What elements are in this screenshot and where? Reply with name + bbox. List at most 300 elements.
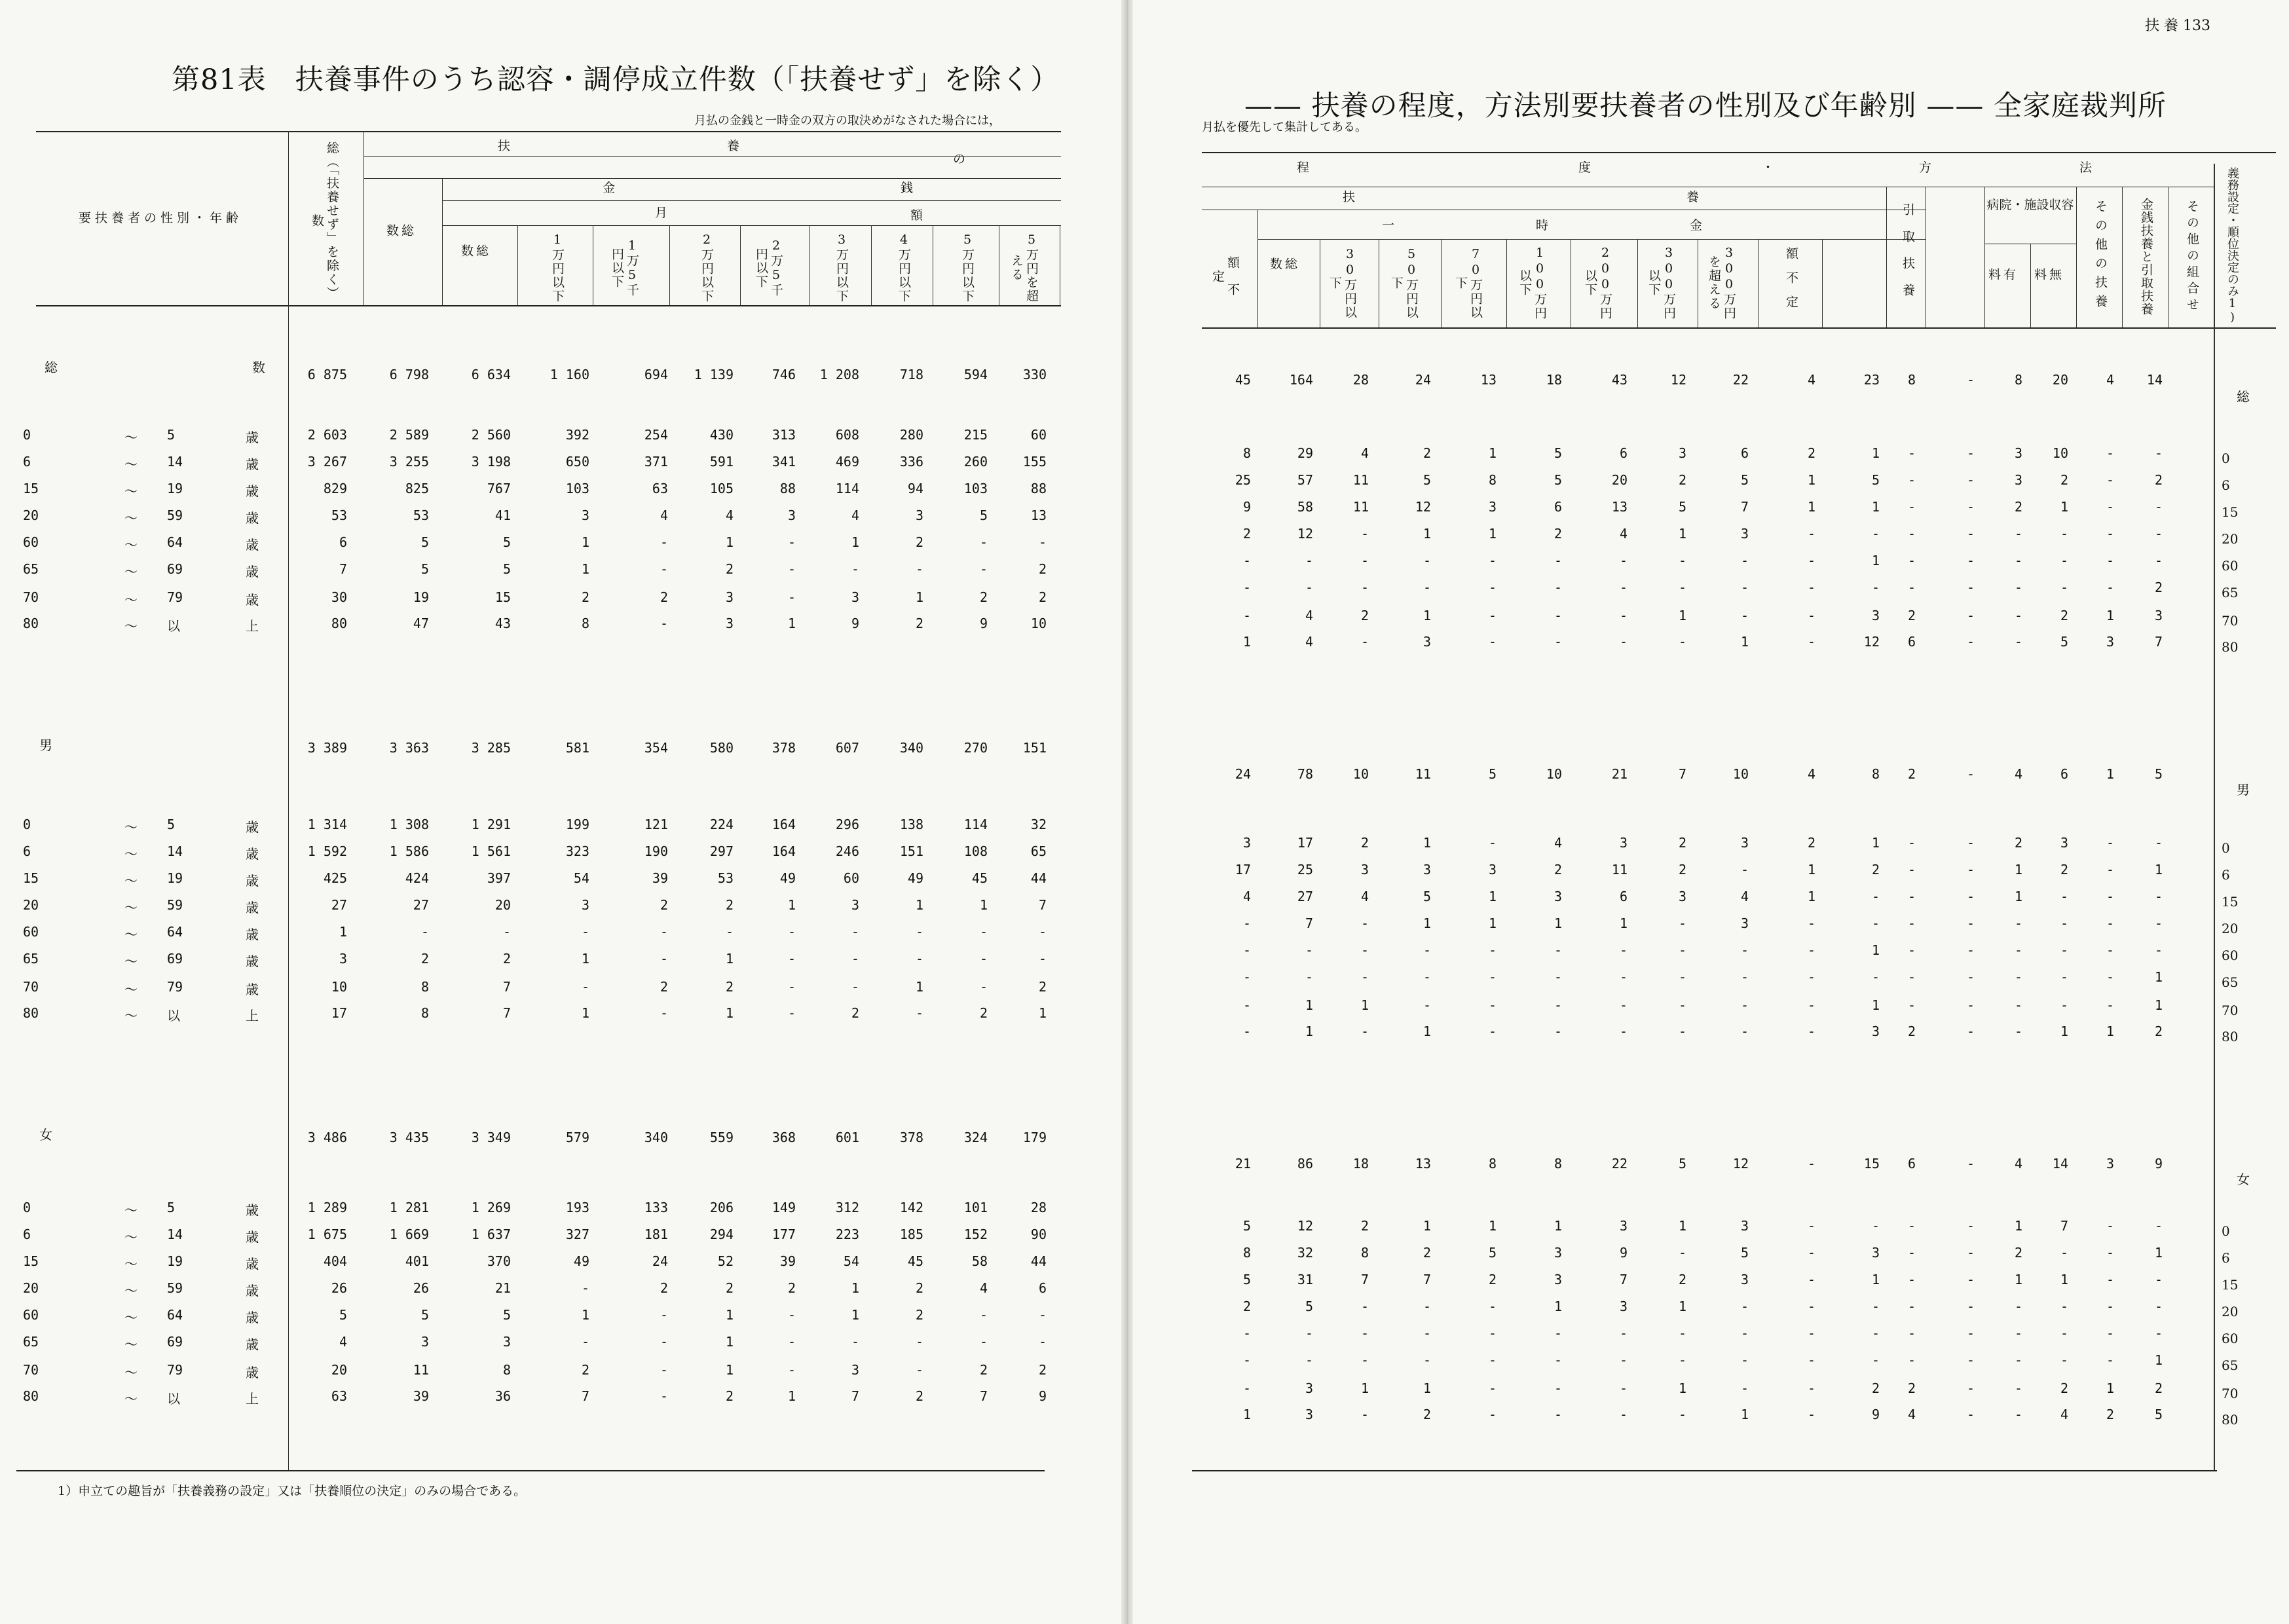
table-cell: - [1360, 526, 1369, 542]
age-from: 60 [23, 534, 39, 550]
table-cell: 1 [581, 534, 589, 550]
table-cell: 330 [1022, 367, 1047, 382]
table-cell: 650 [565, 454, 589, 470]
table-cell: - [1038, 1334, 1047, 1350]
table-cell: - [1871, 580, 1880, 595]
table-cell: 3 285 [471, 740, 511, 756]
table-cell: 28 [1352, 372, 1369, 388]
row-tag: 65 [2222, 585, 2239, 600]
table-cell: - [1360, 1024, 1369, 1039]
table-cell: 2 [2106, 1407, 2114, 1422]
table-cell: - [1807, 608, 1815, 623]
table-cell: 27 [331, 897, 347, 913]
table-cell: - [2154, 942, 2163, 958]
table-cell: 39 [413, 1388, 429, 1404]
table-cell: - [979, 951, 988, 967]
table-cell: 7 [1038, 897, 1047, 913]
age-unit: 歳 [246, 1310, 259, 1325]
table-cell: 2 [2060, 608, 2068, 623]
table-cell: 5 [1740, 1245, 1749, 1261]
table-cell: 22 [1732, 372, 1749, 388]
table-cell: - [1488, 942, 1497, 958]
table-cell: 49 [779, 870, 796, 886]
table-cell: 1 [2106, 608, 2114, 623]
table-cell: - [2014, 580, 2022, 595]
table-cell: 12 [1863, 634, 1880, 650]
age-tilde: ～ [124, 1337, 138, 1352]
age-from: 6 [23, 454, 31, 470]
table-cell: 2 [1871, 1380, 1880, 1396]
table-cell: 1 [2154, 997, 2163, 1013]
table-cell: 1 [1242, 1407, 1251, 1422]
table-cell: 694 [644, 367, 668, 382]
table-cell: 30 [331, 589, 347, 605]
table-cell: - [1871, 889, 1880, 904]
table-cell: - [1966, 835, 1975, 851]
table-cell: 2 [1871, 862, 1880, 877]
table-cell: - [1423, 553, 1431, 568]
table-cell: 26 [331, 1280, 347, 1296]
table-cell: - [2106, 499, 2114, 515]
age-unit: 歳 [246, 1202, 259, 1218]
age-to: 以 [167, 1391, 180, 1407]
age-tilde: ～ [124, 1008, 138, 1024]
age-to: 59 [167, 897, 183, 913]
table-cell: - [1619, 1352, 1628, 1368]
table-cell: 1 [1871, 553, 1880, 568]
table-cell: 2 603 [307, 427, 347, 443]
age-tilde: ～ [124, 1391, 138, 1407]
row-tag: 60 [2222, 558, 2239, 574]
table-cell: 280 [899, 427, 923, 443]
table-cell: 224 [709, 817, 734, 832]
table-cell: 2 [1242, 1299, 1251, 1314]
table-cell: 5 [1305, 1299, 1313, 1314]
table-cell: - [1619, 1407, 1628, 1422]
table-cell: - [1871, 1299, 1880, 1314]
table-cell: - [1423, 580, 1431, 595]
table-cell: - [1242, 915, 1251, 931]
table-cell: - [1360, 1325, 1369, 1341]
table-cell: - [1966, 1245, 1975, 1261]
table-cell: 6 798 [389, 367, 429, 382]
table-cell: 105 [709, 481, 734, 496]
table-cell: - [2060, 1299, 2068, 1314]
table-cell: 181 [644, 1227, 668, 1242]
table-cell: 8 [1488, 472, 1497, 488]
table-cell: - [1966, 969, 1975, 985]
table-cell: 5 [1242, 1272, 1251, 1287]
table-cell: - [1907, 1299, 1916, 1314]
table-cell: - [1966, 608, 1975, 623]
age-to: 19 [167, 481, 183, 496]
table-cell: - [1907, 889, 1916, 904]
table-cell: 3 435 [389, 1130, 429, 1145]
table-cell: 21 [1611, 766, 1628, 782]
table-cell: 88 [779, 481, 796, 496]
table-cell: 401 [405, 1253, 429, 1269]
table-cell: 1 [915, 589, 923, 605]
row-tag: 女 [2237, 1172, 2250, 1187]
header-byouin: 病院・施設収容 [1986, 198, 2074, 212]
table-cell: 368 [772, 1130, 796, 1145]
table-cell: - [1966, 1380, 1975, 1396]
table-cell: - [1619, 942, 1628, 958]
table-cell: 370 [487, 1253, 511, 1269]
age-tilde: ～ [124, 618, 138, 634]
table-cell: 13 [1415, 1156, 1431, 1172]
table-cell: 14 [2146, 372, 2163, 388]
table-cell: 39 [652, 870, 668, 886]
table-cell: 1 [2014, 1218, 2022, 1234]
table-cell: 80 [331, 616, 347, 631]
age-to: 79 [167, 979, 183, 995]
table-cell: 2 560 [471, 427, 511, 443]
table-cell: - [2154, 1218, 2163, 1234]
table-cell: 2 [725, 897, 734, 913]
table-cell: 4 [2014, 766, 2022, 782]
table-cell: 1 [1871, 835, 1880, 851]
table-cell: - [1807, 580, 1815, 595]
table-cell: 8 [1242, 1245, 1251, 1261]
table-cell: 44 [1030, 1253, 1047, 1269]
table-cell: 88 [1030, 481, 1047, 496]
table-cell: 19 [413, 589, 429, 605]
table-cell: 2 [1807, 445, 1815, 461]
table-cell: 151 [1022, 740, 1047, 756]
age-tilde: ～ [124, 592, 138, 608]
age-unit: 歳 [246, 430, 259, 445]
table-cell: 3 [1740, 526, 1749, 542]
table-cell: 4 [1305, 634, 1313, 650]
table-cell: 2 [725, 979, 734, 995]
table-cell: 1 [1242, 634, 1251, 650]
group-label: 女 [39, 1127, 52, 1143]
table-cell: 3 [1678, 889, 1686, 904]
table-cell: 2 [725, 1388, 734, 1404]
table-cell: - [660, 1307, 668, 1323]
row-tag: 6 [2222, 1250, 2230, 1266]
table-cell: 3 [915, 507, 923, 523]
age-tilde: ～ [124, 982, 138, 997]
table-cell: 1 [1423, 915, 1431, 931]
table-cell: 5 [420, 1307, 429, 1323]
table-cell: 2 [1423, 1407, 1431, 1422]
row-tag: 0 [2222, 840, 2230, 856]
table-cell: - [1488, 835, 1497, 851]
table-cell: 371 [644, 454, 668, 470]
row-tag: 70 [2222, 613, 2239, 629]
table-cell: 2 [1038, 589, 1047, 605]
table-cell: - [1554, 1024, 1562, 1039]
table-cell: - [1907, 1325, 1916, 1341]
age-unit: 上 [246, 618, 259, 634]
table-cell: 58 [1297, 499, 1313, 515]
table-cell: 1 [581, 1005, 589, 1021]
table-cell: - [1305, 553, 1313, 568]
table-cell: - [1871, 526, 1880, 542]
table-cell: 8 [1360, 1245, 1369, 1261]
table-cell: 1 [2014, 1272, 2022, 1287]
table-cell: 2 [1488, 1272, 1497, 1287]
table-cell: - [2014, 1407, 2022, 1422]
table-cell: 1 [1305, 997, 1313, 1013]
age-unit: 歳 [246, 1283, 259, 1299]
table-cell: - [1871, 1218, 1880, 1234]
table-cell: - [851, 1334, 859, 1350]
table-cell: 193 [565, 1200, 589, 1215]
table-cell: 6 [1554, 499, 1562, 515]
table-bottom-rule [16, 1470, 1045, 1471]
table-cell: - [1966, 997, 1975, 1013]
age-from: 6 [23, 1227, 31, 1242]
table-cell: 5 [1678, 499, 1686, 515]
table-cell: 2 [979, 1362, 988, 1378]
table-cell: 2 [1807, 835, 1815, 851]
table-cell: 24 [652, 1253, 668, 1269]
row-tag: 80 [2222, 1029, 2239, 1044]
table-cell: 6 [1038, 1280, 1047, 1296]
table-cell: - [1488, 1325, 1497, 1341]
table-cell: 1 [1807, 889, 1815, 904]
age-tilde: ～ [124, 1365, 138, 1380]
table-cell: 20 [2052, 372, 2068, 388]
table-cell: 2 [915, 1280, 923, 1296]
table-cell: 3 [2106, 634, 2114, 650]
row-label-header: 要扶養者の性別・年齢 [78, 211, 242, 225]
table-cell: 3 [1305, 1407, 1313, 1422]
table-cell: 7 [339, 561, 347, 577]
table-cell: 5 [2154, 1407, 2163, 1422]
age-from: 15 [23, 481, 39, 496]
table-cell: 10 [1732, 766, 1749, 782]
table-cell: 177 [772, 1227, 796, 1242]
age-unit: 歳 [246, 483, 259, 499]
table-cell: 1 [1740, 1407, 1749, 1422]
table-cell: 1 592 [307, 843, 347, 859]
row-tag: 80 [2222, 1412, 2239, 1428]
table-cell: - [1966, 553, 1975, 568]
group-label: 男 [39, 737, 52, 753]
table-cell: 1 [1488, 445, 1497, 461]
table-cell: 3 [1619, 835, 1628, 851]
table-cell: - [420, 924, 429, 940]
table-cell: 22 [1611, 1156, 1628, 1172]
table-cell: 1 [1038, 1005, 1047, 1021]
table-cell: - [1807, 942, 1815, 958]
table-cell: 3 [1619, 1299, 1628, 1314]
table-cell: 45 [971, 870, 988, 886]
header-gimu: 義務設定・順位決定のみ1) [2225, 167, 2239, 324]
table-cell: 3 [1554, 889, 1562, 904]
table-cell: 23 [1863, 372, 1880, 388]
table-cell: - [1907, 969, 1916, 985]
table-cell: - [1966, 862, 1975, 877]
table-cell: - [1678, 1024, 1686, 1039]
table-cell: 2 [2060, 472, 2068, 488]
table-cell: 341 [772, 454, 796, 470]
table-cell: 3 363 [389, 740, 429, 756]
table-cell: 103 [565, 481, 589, 496]
table-cell: 17 [1297, 835, 1313, 851]
table-cell: 1 [1871, 1272, 1880, 1287]
table-cell: - [787, 589, 796, 605]
table-cell: 133 [644, 1200, 668, 1215]
table-cell: - [1966, 889, 1975, 904]
table-cell: - [1678, 915, 1686, 931]
table-cell: - [1554, 942, 1562, 958]
age-to: 59 [167, 1280, 183, 1296]
table-cell: 1 [1423, 608, 1431, 623]
table-cell: - [1423, 1352, 1431, 1368]
table-cell: 1 281 [389, 1200, 429, 1215]
age-unit: 歳 [246, 953, 259, 969]
age-to: 5 [167, 817, 176, 832]
table-cell: - [1966, 445, 1975, 461]
table-cell: - [1966, 766, 1975, 782]
table-cell: 825 [405, 481, 429, 496]
table-cell: 601 [835, 1130, 859, 1145]
table-cell: 1 308 [389, 817, 429, 832]
table-cell: 6 [1740, 445, 1749, 461]
table-cell: 5 [1242, 1218, 1251, 1234]
age-unit: 歳 [246, 819, 259, 835]
table-cell: 1 [1423, 1380, 1431, 1396]
table-cell: 2 [1907, 1024, 1916, 1039]
table-cell: 559 [709, 1130, 734, 1145]
table-title: 第81表 扶養事件のうち認容・調停成立件数（「扶養せず」を除く） [172, 64, 1060, 96]
table-cell: 3 [1423, 634, 1431, 650]
table-cell: 1 [2106, 1024, 2114, 1039]
table-cell: - [581, 1334, 589, 1350]
age-from: 20 [23, 897, 39, 913]
age-tilde: ～ [124, 953, 138, 969]
table-cell: 1 [1488, 889, 1497, 904]
table-cell: 7 [2154, 634, 2163, 650]
table-cell: - [1242, 580, 1251, 595]
table-cell: 206 [709, 1200, 734, 1215]
table-cell: - [2014, 1380, 2022, 1396]
table-cell: 57 [1297, 472, 1313, 488]
table-cell: - [1740, 580, 1749, 595]
table-cell: 1 [1488, 526, 1497, 542]
table-cell: 425 [323, 870, 347, 886]
table-cell: 4 [1807, 766, 1815, 782]
table-cell: - [2014, 608, 2022, 623]
table-cell: - [979, 979, 988, 995]
table-cell: - [1360, 580, 1369, 595]
table-cell: - [1678, 969, 1686, 985]
table-cell: - [1871, 969, 1880, 985]
table-cell: - [2154, 889, 2163, 904]
table-cell: 11 [1415, 766, 1431, 782]
table-cell: 32 [1297, 1245, 1313, 1261]
table-cell: - [1619, 608, 1628, 623]
table-cell: - [915, 1362, 923, 1378]
table-cell: 1 [2154, 969, 2163, 985]
table-cell: 60 [1030, 427, 1047, 443]
table-cell: - [2014, 1024, 2022, 1039]
age-tilde: ～ [124, 456, 138, 472]
table-cell: 58 [971, 1253, 988, 1269]
age-from: 70 [23, 979, 39, 995]
table-cell: - [1740, 1024, 1749, 1039]
table-cell: 53 [331, 507, 347, 523]
table-cell: 7 [502, 979, 511, 995]
age-from: 0 [23, 1200, 31, 1215]
table-cell: 2 [420, 951, 429, 967]
age-from: 20 [23, 1280, 39, 1296]
table-cell: - [1488, 1407, 1497, 1422]
table-cell: - [851, 561, 859, 577]
table-cell: - [1907, 862, 1916, 877]
table-cell: - [1740, 608, 1749, 623]
table-cell: 7 [502, 1005, 511, 1021]
table-cell: 1 [1807, 472, 1815, 488]
table-cell: 3 [787, 507, 796, 523]
table-cell: - [1807, 553, 1815, 568]
table-cell: 7 [1360, 1272, 1369, 1287]
table-cell: 3 [851, 897, 859, 913]
table-cell: 3 [1740, 835, 1749, 851]
table-cell: 1 291 [471, 817, 511, 832]
table-cell: 3 [1488, 862, 1497, 877]
table-cell: 5 [1871, 472, 1880, 488]
table-cell: 2 [1038, 1362, 1047, 1378]
table-cell: - [2106, 997, 2114, 1013]
table-cell: - [2014, 969, 2022, 985]
table-cell: 8 [1871, 766, 1880, 782]
table-cell: 1 [725, 1307, 734, 1323]
table-cell: 6 [1619, 889, 1628, 904]
table-cell: - [2106, 580, 2114, 595]
table-cell: - [915, 1005, 923, 1021]
table-cell: - [2106, 915, 2114, 931]
age-tilde: ～ [124, 1310, 138, 1325]
row-tag: 70 [2222, 1003, 2239, 1018]
age-tilde: ～ [124, 846, 138, 862]
table-cell: 3 [2060, 835, 2068, 851]
table-cell: 2 [1554, 526, 1562, 542]
table-cell: - [1740, 862, 1749, 877]
table-cell: 20 [1611, 472, 1628, 488]
table-cell: 6 [1619, 445, 1628, 461]
table-cell: - [1807, 1380, 1815, 1396]
table-cell: - [1807, 1352, 1815, 1368]
table-cell: - [1807, 1024, 1815, 1039]
table-cell: - [502, 924, 511, 940]
table-cell: - [1907, 445, 1916, 461]
table-cell: 152 [963, 1227, 988, 1242]
table-cell: - [1907, 553, 1916, 568]
age-to: 以 [167, 618, 180, 634]
table-cell: - [1423, 942, 1431, 958]
table-cell: 138 [899, 817, 923, 832]
table-cell: - [2060, 969, 2068, 985]
table-cell: - [660, 1005, 668, 1021]
table-cell: - [1966, 372, 1975, 388]
table-cell: 2 [979, 1005, 988, 1021]
table-cell: 4 [1907, 1407, 1916, 1422]
table-cell: 151 [899, 843, 923, 859]
table-cell: 2 [581, 589, 589, 605]
table-cell: 8 [502, 1362, 511, 1378]
table-cell: 1 314 [307, 817, 347, 832]
table-cell: - [2106, 889, 2114, 904]
table-cell: - [2060, 889, 2068, 904]
table-cell: - [1678, 580, 1686, 595]
table-cell: - [1907, 580, 1916, 595]
